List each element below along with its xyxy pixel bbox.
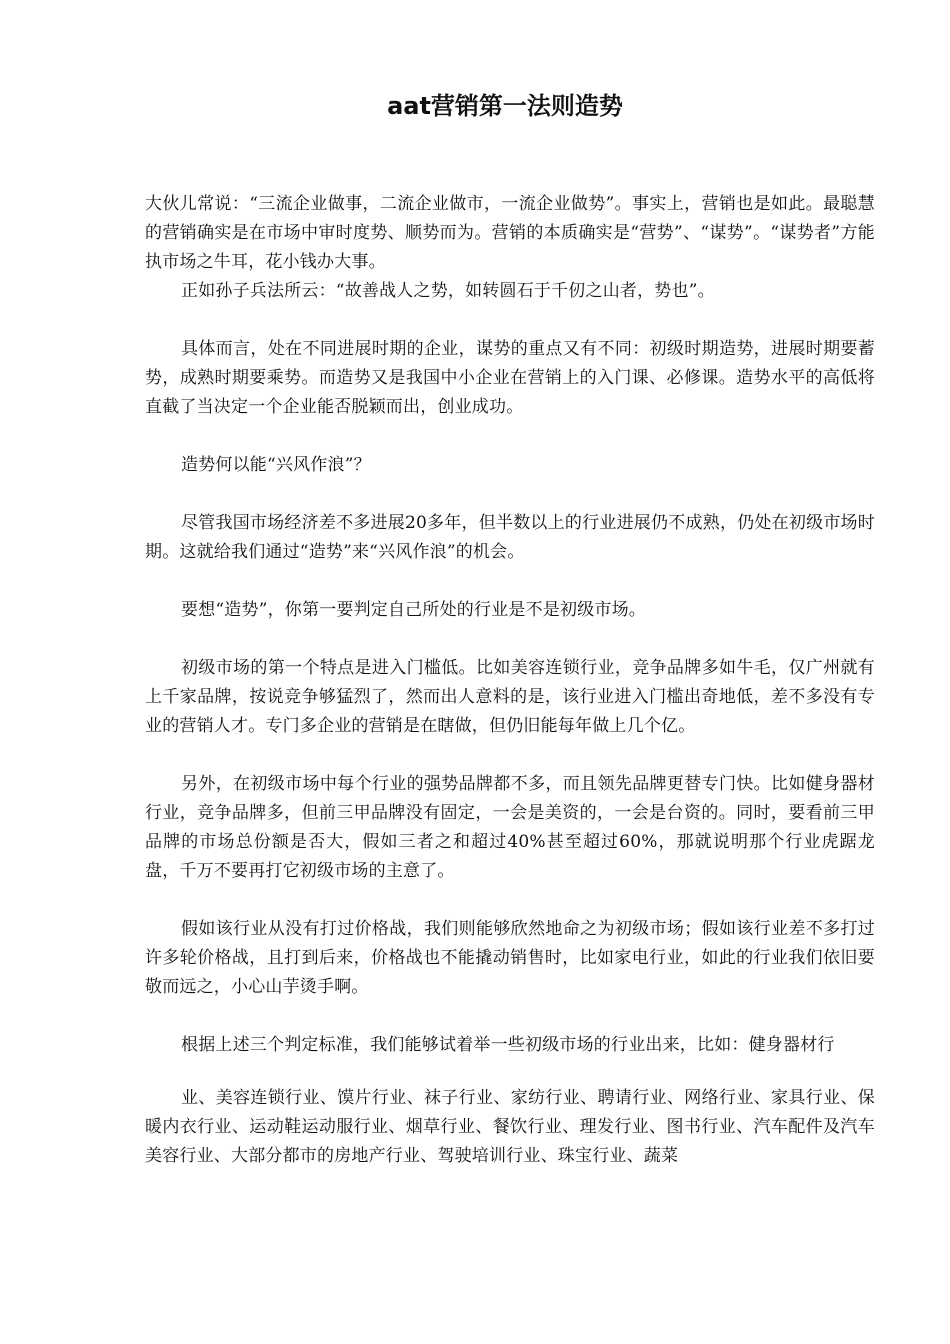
paragraph-question: 造势何以能“兴风作浪”？: [181, 455, 371, 475]
document-body: [145, 190, 875, 1171]
paragraph-criteria: 根据上述三个判定标准，我们能够试着举一些初级市场的行业出来，比如：健身器材行: [181, 1035, 835, 1055]
paragraph-judge-market: 要想“造势”，你第一要判定自己所处的行业是不是初级市场。: [181, 600, 646, 620]
paragraph-price-war: 假如该行业从没有打过价格战，我们则能够欣然地命之为初级市场；假如该行业差不多打过许多轮价格战，且打到后来，价格战也不能撬动销售时，比如家电行业，如此的行业我们依旧要敬而远之，小心山芋烫手啊。: [145, 919, 875, 997]
paragraph-feature-one: 初级市场的第一个特点是进入门槛低。比如美容连锁行业，竞争品牌多如牛毛，仅广州就有上千家品牌，按说竞争够猛烈了，然而出人意料的是，该行业进入门槛出奇地低，差不多没有专业的营销人才。专门多企业的营销是在瞎做，但仍旧能每年做上几个亿。: [145, 658, 875, 736]
paragraph-sunzi-quote: 正如孙子兵法所云：“故善战人之势，如转圆石于千仞之山者，势也”。: [181, 281, 715, 301]
paragraph-industry-list: 业、美容连锁行业、馍片行业、袜子行业、家纺行业、聘请行业、网络行业、家具行业、保暖内衣行业、运动鞋运动服行业、烟草行业、餐饮行业、理发行业、图书行业、汽车配件及汽车美容行业、大部分都市的房地产行业、驾驶培训行业、珠宝行业、蔬菜: [145, 1088, 875, 1166]
paragraph-intro: 大伙儿常说：“三流企业做事，二流企业做市，一流企业做势”。事实上，营销也是如此。最聪慧的营销确实是在市场中审时度势、顺势而为。营销的本质确实是“营势”、“谋势”。“谋势者”方能执市场之牛耳，花小钱办大事。: [145, 194, 875, 272]
document-title: aat营销第一法则造势: [387, 92, 623, 120]
paragraph-stages: 具体而言，处在不同进展时期的企业，谋势的重点又有不同：初级时期造势，进展时期要蓄势，成熟时期要乘势。而造势又是我国中小企业在营销上的入门课、必修课。造势水平的高低将直截了当决定一个企业能否脱颖而出，创业成功。: [145, 339, 875, 417]
paragraph-feature-two: 另外，在初级市场中每个行业的强势品牌都不多，而且领先品牌更替专门快。比如健身器材行业，竞争品牌多，但前三甲品牌没有固定，一会是美资的，一会是台资的。同时，要看前三甲品牌的市场总份额是否大，假如三者之和超过40%甚至超过60%，那就说明那个行业虎踞龙盘，千万不要再打它初级市场的主意了。: [145, 774, 875, 881]
paragraph-market-economy: 尽管我国市场经济差不多进展20多年，但半数以上的行业进展仍不成熟，仍处在初级市场时期。这就给我们通过“造势”来“兴风作浪”的机会。: [145, 513, 875, 562]
